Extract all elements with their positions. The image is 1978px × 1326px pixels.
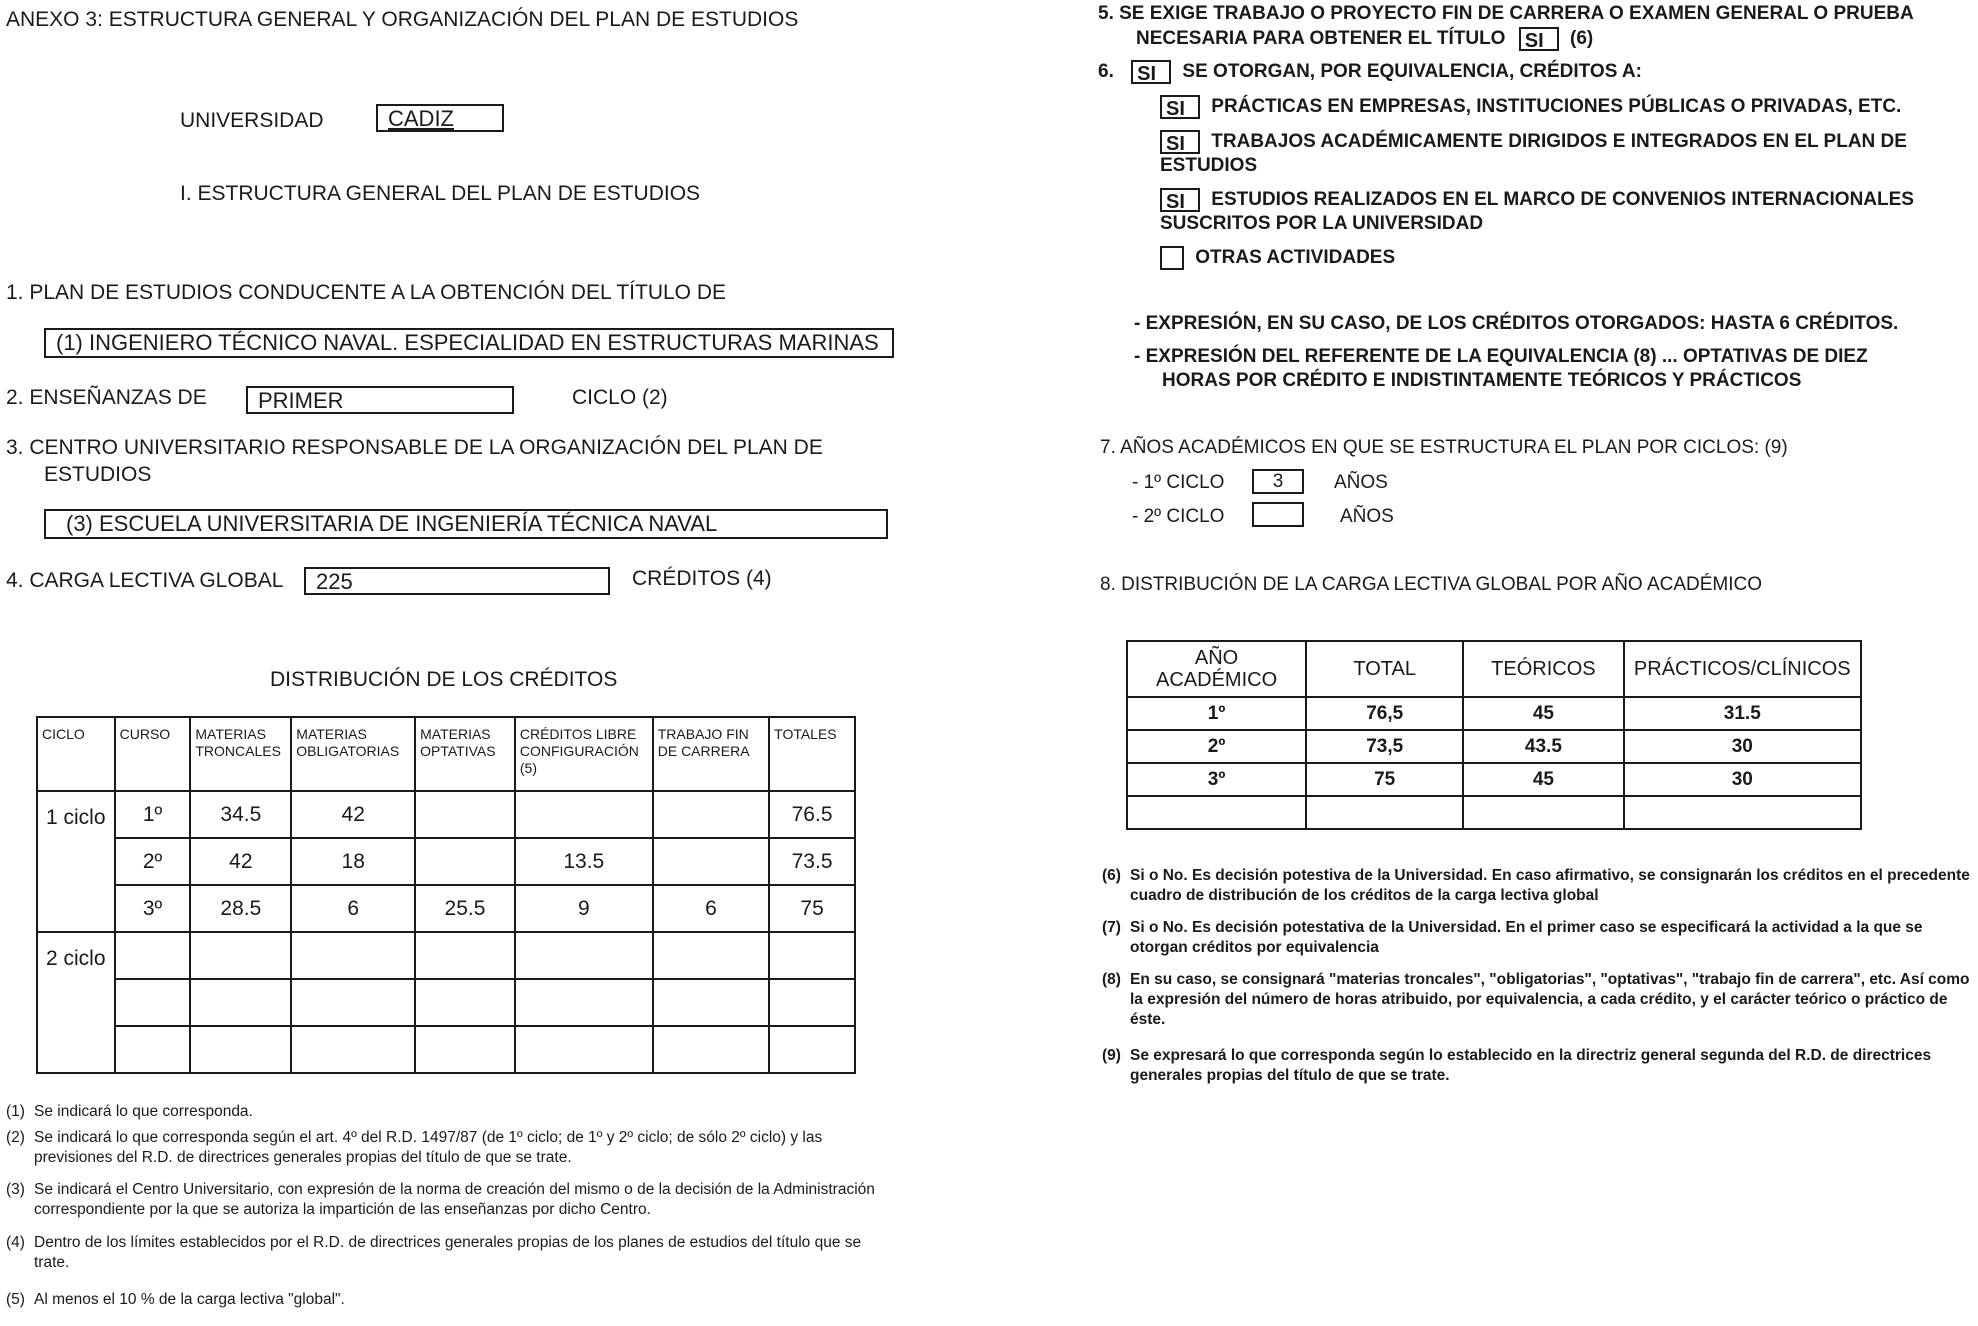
item2-suffix: CICLO (2): [572, 386, 668, 409]
cell-practicos: 30: [1624, 730, 1861, 763]
option-practicas: [1160, 95, 1901, 119]
cell-libre: 9: [515, 885, 653, 932]
cell-totales: 76.5: [769, 791, 855, 838]
option-convenios: [1160, 188, 1914, 212]
option-trabajos-box: SI: [1160, 130, 1200, 154]
footnote-5: (5) Al menos el 10 % de la carga lectiva "global".: [6, 1291, 345, 1308]
cell-year: 1º: [1127, 697, 1306, 730]
cell-teoricos: 45: [1463, 763, 1623, 796]
equivalence-expression-line2: HORAS POR CRÉDITO E INDISTINTAMENTE TEÓRICOS Y PRÁCTICOS: [1162, 370, 1802, 391]
option-otras-box: [1160, 246, 1184, 270]
cycle2-years-box: [1252, 502, 1304, 527]
item5-line2-wrap: [1136, 27, 1593, 51]
item5-line1: 5. SE EXIGE TRABAJO O PROYECTO FIN DE CARRERA O EXAMEN GENERAL O PRUEBA: [1098, 3, 1914, 24]
degree-title-value: (1) INGENIERO TÉCNICO NAVAL. ESPECIALIDAD EN ESTRUCTURAS MARINAS: [56, 330, 879, 355]
university-label: UNIVERSIDAD: [180, 109, 324, 132]
table-row: [37, 1026, 855, 1073]
cell-total: 75: [1306, 763, 1463, 796]
cell-totales: 75: [769, 885, 855, 932]
cell-optativas: [415, 791, 515, 838]
header-practicos: PRÁCTICOS/CLÍNICOS: [1624, 641, 1861, 697]
header-totales: TOTALES: [769, 717, 855, 791]
cell-totales: 73.5: [769, 838, 855, 885]
cycle1-years-label: - 1º CICLO: [1132, 472, 1225, 493]
academic-header-row: [1127, 641, 1861, 697]
option-trabajos: [1160, 130, 1907, 154]
cell-optativas: [415, 838, 515, 885]
footnote-6: (6) Si o No. Es decisión potestiva de la Universidad. En caso afirmativo, se consignarán los créditos en el precedente cuadro de distribución de los créditos de la carga lectiva global: [1102, 867, 1970, 904]
cell-teoricos: 45: [1463, 697, 1623, 730]
option-convenios-line1: ESTUDIOS REALIZADOS EN EL MARCO DE CONVENIOS INTERNACIONALES: [1211, 189, 1914, 211]
table-row: [1127, 796, 1861, 829]
header-curso: CURSO: [115, 717, 191, 791]
option-trabajos-line2: ESTUDIOS: [1160, 155, 1258, 176]
credits-header-row: [37, 717, 855, 791]
credits-table: [36, 716, 856, 1074]
header-ciclo: CICLO: [37, 717, 115, 791]
cell-libre: [515, 791, 653, 838]
header-year: AÑO ACADÉMICO: [1127, 641, 1306, 697]
table-row: [37, 791, 855, 838]
university-value: CADIZ: [388, 106, 454, 131]
cell-curso: 2º: [115, 838, 191, 885]
item6-box: SI: [1131, 60, 1171, 84]
table-row: [37, 838, 855, 885]
option-otras: [1160, 246, 1395, 270]
option-convenios-line2: SUSCRITOS POR LA UNIVERSIDAD: [1160, 213, 1484, 234]
cell-troncales: 34.5: [190, 791, 291, 838]
footnote-3: (3) Se indicará el Centro Universitario, con expresión de la norma de creación del mismo o de la decisión de la Administración correspondiente por la que se autoriza la impartición de las enseñanzas por dicho Centro.: [6, 1181, 875, 1218]
header-optativas: MATERIAS OPTATIVAS: [415, 717, 515, 791]
cell-troncales: 28.5: [190, 885, 291, 932]
cell-troncales: 42: [190, 838, 291, 885]
cell-year: 2º: [1127, 730, 1306, 763]
item4-label: 4. CARGA LECTIVA GLOBAL: [6, 569, 284, 592]
header-total: TOTAL: [1306, 641, 1463, 697]
footnote-9: (9) Se expresará lo que corresponda según lo establecido en la directriz general segunda del R.D. de directrices generales propias del título de que se trate.: [1102, 1047, 1932, 1084]
cell-practicos: 30: [1624, 763, 1861, 796]
cycle2-cell: 2 ciclo: [37, 932, 115, 1073]
academic-table: [1126, 640, 1862, 830]
cell-trabajo: 6: [653, 885, 769, 932]
cycle1-years-box: [1252, 469, 1304, 494]
section-title: I. ESTRUCTURA GENERAL DEL PLAN DE ESTUDIOS: [180, 182, 701, 205]
distribution-title: DISTRIBUCIÓN DE LOS CRÉDITOS: [270, 668, 618, 691]
option-convenios-box: SI: [1160, 188, 1200, 212]
table-row: [1127, 763, 1861, 796]
header-trabajo: TRABAJO FIN DE CARRERA: [653, 717, 769, 791]
center-box: [44, 509, 888, 539]
teaching-cycle-value: PRIMER: [258, 388, 344, 413]
cell-curso: 1º: [115, 791, 191, 838]
header-troncales: MATERIAS TRONCALES: [190, 717, 291, 791]
option-trabajos-line1: TRABAJOS ACADÉMICAMENTE DIRIGIDOS E INTEGRADOS EN EL PLAN DE: [1211, 131, 1907, 153]
cell-practicos: 31.5: [1624, 697, 1861, 730]
cell-optativas: 25.5: [415, 885, 515, 932]
cell-total: 76,5: [1306, 697, 1463, 730]
cell-obligatorias: 6: [291, 885, 415, 932]
table-row: [37, 979, 855, 1026]
item4-suffix: CRÉDITOS (4): [632, 567, 772, 590]
cycle1-cell: 1 ciclo: [37, 791, 115, 932]
item3-label-line1: 3. CENTRO UNIVERSITARIO RESPONSABLE DE LA ORGANIZACIÓN DEL PLAN DE: [6, 436, 823, 459]
cell-teoricos: 43.5: [1463, 730, 1623, 763]
global-load-box: [304, 567, 610, 595]
cycle2-years-label: - 2º CICLO: [1132, 506, 1225, 527]
degree-title-box: [44, 328, 894, 358]
cell-obligatorias: 18: [291, 838, 415, 885]
table-row: [1127, 730, 1861, 763]
header-teoricos: TEÓRICOS: [1463, 641, 1623, 697]
item8-label: 8. DISTRIBUCIÓN DE LA CARGA LECTIVA GLOBAL POR AÑO ACADÉMICO: [1100, 574, 1763, 595]
annex-title: ANEXO 3: ESTRUCTURA GENERAL Y ORGANIZACIÓN DEL PLAN DE ESTUDIOS: [6, 8, 799, 31]
global-load-value: 225: [316, 569, 353, 594]
cell-trabajo: [653, 791, 769, 838]
footnote-2: (2) Se indicará lo que corresponda según el art. 4º del R.D. 1497/87 (de 1º ciclo; de 1º y 2º ciclo; de sólo 2º ciclo) y las previsiones del R.D. de directrices generales propias del título de que se trate.: [6, 1129, 823, 1166]
footnote-4: (4) Dentro de los límites establecidos por el R.D. de directrices generales propias de los planes de estudios del título que se trate.: [6, 1234, 862, 1271]
table-row: [37, 885, 855, 932]
item6-label: SE OTORGAN, POR EQUIVALENCIA, CRÉDITOS A:: [1182, 61, 1642, 83]
cycle2-years-unit: AÑOS: [1340, 506, 1394, 527]
header-obligatorias: MATERIAS OBLIGATORIAS: [291, 717, 415, 791]
item2-label: 2. ENSEÑANZAS DE: [6, 386, 207, 409]
item6-num: 6.: [1098, 61, 1114, 83]
item3-label-line2: ESTUDIOS: [44, 463, 152, 486]
option-practicas-label: PRÁCTICAS EN EMPRESAS, INSTITUCIONES PÚBLICAS O PRIVADAS, ETC.: [1211, 96, 1902, 118]
item7-label: 7. AÑOS ACADÉMICOS EN QUE SE ESTRUCTURA EL PLAN POR CICLOS: (9): [1100, 437, 1788, 458]
cell-trabajo: [653, 838, 769, 885]
footnote-7: (7) Si o No. Es decisión potestativa de la Universidad. En el primer caso se especificará la actividad a la que se otorgan créditos por equivalencia: [1102, 919, 1923, 956]
center-value: (3) ESCUELA UNIVERSITARIA DE INGENIERÍA TÉCNICA NAVAL: [66, 511, 718, 536]
cell-year: 3º: [1127, 763, 1306, 796]
cell-total: 73,5: [1306, 730, 1463, 763]
footnote-8: (8) En su caso, se consignará "materias troncales", "obligatorias", "optativas", "trabajo fin de carrera", etc. Así como la expresión del número de horas atribuido, por equivalencia, a cada crédito, y el carácter teórico o práctico de éste.: [1102, 971, 1970, 1028]
item1-label: 1. PLAN DE ESTUDIOS CONDUCENTE A LA OBTENCIÓN DEL TÍTULO DE: [6, 281, 726, 304]
item5-line2: NECESARIA PARA OBTENER EL TÍTULO: [1136, 28, 1506, 50]
credits-expression: - EXPRESIÓN, EN SU CASO, DE LOS CRÉDITOS OTORGADOS: HASTA 6 CRÉDITOS.: [1134, 313, 1899, 334]
cell-curso: 3º: [115, 885, 191, 932]
option-otras-label: OTRAS ACTIVIDADES: [1195, 247, 1396, 269]
option-practicas-box: SI: [1160, 95, 1200, 119]
item6-row: [1098, 60, 1642, 84]
equivalence-expression-line1: - EXPRESIÓN DEL REFERENTE DE LA EQUIVALENCIA (8) ... OPTATIVAS DE DIEZ: [1134, 346, 1868, 367]
cell-obligatorias: 42: [291, 791, 415, 838]
item5-note: (6): [1570, 28, 1594, 50]
teaching-cycle-box: [246, 386, 514, 414]
table-row: [1127, 697, 1861, 730]
table-row: [37, 932, 855, 979]
header-libre: CRÉDITOS LIBRE CONFIGURACIÓN (5): [515, 717, 653, 791]
cycle1-years-value: 3: [1272, 471, 1284, 492]
footnote-1: (1) Se indicará lo que corresponda.: [6, 1103, 253, 1120]
university-value-box: [376, 104, 504, 132]
item5-box: SI: [1519, 27, 1559, 51]
cycle1-years-unit: AÑOS: [1334, 472, 1388, 493]
cell-libre: 13.5: [515, 838, 653, 885]
